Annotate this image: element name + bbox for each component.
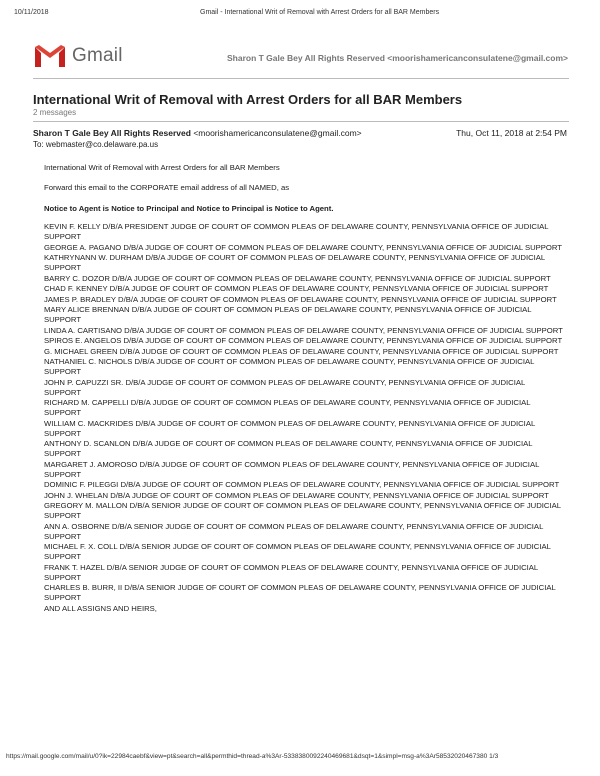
body-notice: Notice to Agent is Notice to Principal and Notice to Principal is Notice to Agent. [44,204,334,213]
header-divider [33,78,569,79]
addressee-entry: MARGARET J. AMOROSO D/B/A JUDGE OF COURT OF COMMON PLEAS OF DELAWARE COUNTY, PENNSYLVANIA OFFICE OF JUDICIAL SUPPORT [44,459,540,479]
sender [33,128,362,138]
addressee-entry: WILLIAM C. MACKRIDES D/B/A JUDGE OF COURT OF COMMON PLEAS OF DELAWARE COUNTY, PENNSYLVANIA OFFICE OF JUDICIAL SUPPORT [44,418,535,438]
addressee-entry: G. MICHAEL GREEN D/B/A JUDGE OF COURT OF COMMON PLEAS OF DELAWARE COUNTY, PENNSYLVANIA OFFICE OF JUDICIAL SUPPORT [44,346,559,356]
addressee-entry: RICHARD M. CAPPELLI D/B/A JUDGE OF COURT OF COMMON PLEAS OF DELAWARE COUNTY, PENNSYLVANIA OFFICE OF JUDICIAL SUPPORT [44,398,531,417]
email-subject: International Writ of Removal with Arrest Orders for all BAR Members [33,92,463,107]
body-forward: Forward this email to the CORPORATE email address of all NAMED, as [44,183,290,192]
footer-page: 1/3 [489,753,499,760]
gmail-envelope-icon [33,43,67,69]
print-date: 10/11/2018 [14,9,49,16]
addressee-entry: FRANK T. HAZEL D/B/A SENIOR JUDGE OF COURT OF COMMON PLEAS OF DELAWARE COUNTY, PENNSYLVANIA OFFICE OF JUDICIAL SUPPORT [44,562,538,582]
addressee-entry: JOHN P. CAPUZZI SR. D/B/A JUDGE OF COURT OF COMMON PLEAS OF DELAWARE COUNTY, PENNSYLVANIA OFFICE OF JUDICIAL SUPPORT [44,377,525,397]
subject-divider [33,121,569,122]
addressee-entry: KATHRYNANN W. DURHAM D/B/A JUDGE OF COURT OF COMMON PLEAS OF DELAWARE COUNTY, PENNSYLVANIA OFFICE OF JUDICIAL SUPPORT [44,253,545,272]
gmail-wordmark: Gmail [72,45,123,66]
addressee-entry: CHAD F. KENNEY D/B/A JUDGE OF COURT OF COMMON PLEAS OF DELAWARE COUNTY, PENNSYLVANIA OFFICE OF JUDICIAL SUPPORT [44,284,549,293]
addressee-entry: JAMES P. BRADLEY D/B/A JUDGE OF COURT OF COMMON PLEAS OF DELAWARE COUNTY, PENNSYLVANIA OFFICE OF JUDICIAL SUPPORT [44,294,557,304]
addressee-entry: LINDA A. CARTISANO D/B/A JUDGE OF COURT OF COMMON PLEAS OF DELAWARE COUNTY, PENNSYLVANIA OFFICE OF JUDICIAL SUPPORT [44,325,563,335]
addressee-entry: MICHAEL F. X. COLL D/B/A SENIOR JUDGE OF COURT OF COMMON PLEAS OF DELAWARE COUNTY, PENNSYLVANIA OFFICE OF JUDICIAL SUPPORT [44,542,551,561]
recipient: To: webmaster@co.delaware.pa.us [33,140,159,149]
addressee-entry: GEORGE A. PAGANO D/B/A JUDGE OF COURT OF COMMON PLEAS OF DELAWARE COUNTY, PENNSYLVANIA OFFICE OF JUDICIAL SUPPORT [44,242,562,252]
addressee-entry: BARRY C. DOZOR D/B/A JUDGE OF COURT OF COMMON PLEAS OF DELAWARE COUNTY, PENNSYLVANIA OFFICE OF JUDICIAL SUPPORT [44,273,551,283]
sender-name: Sharon T Gale Bey All Rights Reserved [33,128,191,138]
addressee-entry: JOHN J. WHELAN D/B/A JUDGE OF COURT OF COMMON PLEAS OF DELAWARE COUNTY, PENNSYLVANIA OFFICE OF JUDICIAL SUPPORT [44,490,549,500]
addressee-entry: SPIROS E. ANGELOS D/B/A JUDGE OF COURT OF COMMON PLEAS OF DELAWARE COUNTY, PENNSYLVANIA OFFICE OF JUDICIAL SUPPORT [44,336,563,345]
footer-url: https://mail.google.com/mail/u/0?ik=22984caebf&view=pt&search=all&permthid=thread-a%3Ar-5338380092240469681&dsqt=1&simpl=msg-a%3Ar58532020467380 [6,753,488,760]
print-footer [6,753,600,760]
addressee-entry: CHARLES B. BURR, II D/B/A SENIOR JUDGE OF COURT OF COMMON PLEAS OF DELAWARE COUNTY, PENNSYLVANIA OFFICE OF JUDICIAL SUPPORT [44,583,556,602]
addressee-entry: GREGORY M. MALLON D/B/A SENIOR JUDGE OF COURT OF COMMON PLEAS OF DELAWARE COUNTY, PENNSYLVANIA OFFICE OF JUDICIAL SUPPORT [44,501,561,520]
print-header [0,9,600,19]
sender-email: <moorishamericanconsulatene@gmail.com> [193,128,362,138]
message-date: Thu, Oct 11, 2018 at 2:54 PM [456,128,567,138]
addressee-entry: ANTHONY D. SCANLON D/B/A JUDGE OF COURT OF COMMON PLEAS OF DELAWARE COUNTY, PENNSYLVANIA OFFICE OF JUDICIAL SUPPORT [44,439,533,458]
message-count: 2 messages [33,108,77,117]
body-intro: International Writ of Removal with Arrest Orders for all BAR Members [44,163,280,172]
body-closing: AND ALL ASSIGNS AND HEIRS, [44,603,157,613]
account-label: Sharon T Gale Bey All Rights Reserved <moorishamericanconsulatene@gmail.com> [226,53,568,63]
addressee-entry: ANN A. OSBORNE D/B/A SENIOR JUDGE OF COURT OF COMMON PLEAS OF DELAWARE COUNTY, PENNSYLVANIA OFFICE OF JUDICIAL SUPPORT [44,521,544,541]
message-body [44,163,564,614]
addressee-list [44,222,564,603]
addressee-entry: DOMINIC F. PILEGGI D/B/A JUDGE OF COURT OF COMMON PLEAS OF DELAWARE COUNTY, PENNSYLVANIA OFFICE OF JUDICIAL SUPPORT [44,480,560,489]
addressee-entry: KEVIN F. KELLY D/B/A PRESIDENT JUDGE OF COURT OF COMMON PLEAS OF DELAWARE COUNTY, PENNSYLVANIA OFFICE OF JUDICIAL SUPPORT [44,222,549,241]
gmail-logo[interactable] [33,43,123,69]
print-title: Gmail - International Writ of Removal with Arrest Orders for all BAR Members [200,9,440,16]
addressee-entry: MARY ALICE BRENNAN D/B/A JUDGE OF COURT OF COMMON PLEAS OF DELAWARE COUNTY, PENNSYLVANIA OFFICE OF JUDICIAL SUPPORT [44,305,532,324]
addressee-entry: NATHANIEL C. NICHOLS D/B/A JUDGE OF COURT OF COMMON PLEAS OF DELAWARE COUNTY, PENNSYLVANIA OFFICE OF JUDICIAL SUPPORT [44,357,535,376]
